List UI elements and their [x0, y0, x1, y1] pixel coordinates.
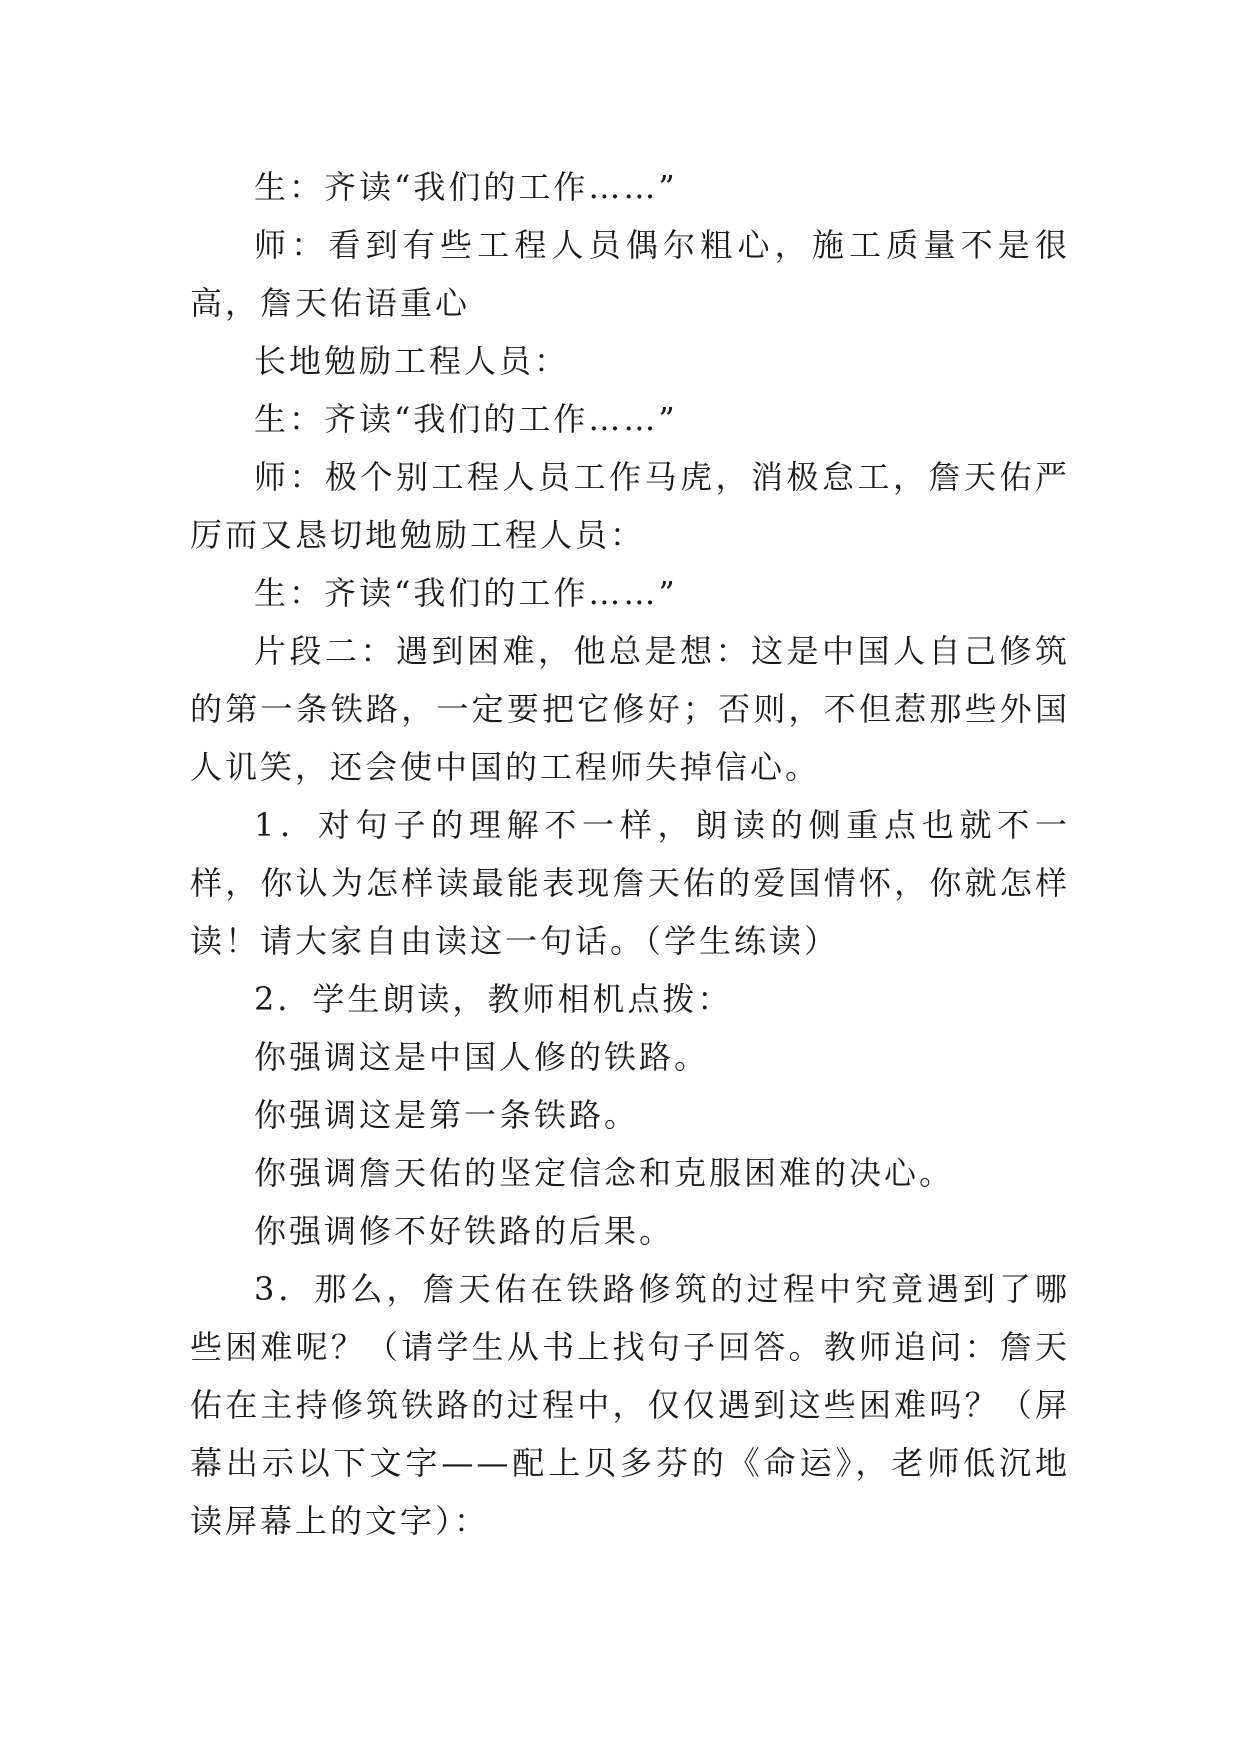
paragraph-step-2: 2．学生朗读，教师相机点拨： [254, 980, 733, 1018]
paragraph-student-reading-1: 生：齐读“我们的工作……” [254, 168, 678, 206]
paragraph-encourage-engineers: 长地勉励工程人员： [254, 342, 570, 380]
paragraph-emphasis-chinese-built: 你强调这是中国人修的铁路。 [254, 1038, 710, 1076]
paragraph-teacher-careless: 师：看到有些工程人员偶尔粗心，施工质量不是很高，詹天佑语重心 [190, 226, 1070, 322]
paragraph-teacher-lazy: 师：极个别工程人员工作马虎，消极怠工，詹天佑严厉而又恳切地勉励工程人员： [190, 458, 1070, 554]
paragraph-excerpt-two: 片段二：遇到困难，他总是想：这是中国人自己修筑的第一条铁路，一定要把它修好；否则，不但惹那些外国人讥笑，还会使中国的工程师失掉信心。 [190, 632, 1070, 786]
paragraph-emphasis-consequences: 你强调修不好铁路的后果。 [254, 1212, 675, 1250]
paragraph-emphasis-first-railway: 你强调这是第一条铁路。 [254, 1096, 640, 1134]
paragraph-student-reading-3: 生：齐读“我们的工作……” [254, 574, 678, 612]
paragraph-emphasis-determination: 你强调詹天佑的坚定信念和克服困难的决心。 [254, 1154, 955, 1192]
paragraph-step-3: 3．那么，詹天佑在铁路修筑的过程中究竟遇到了哪些困难呢？（请学生从书上找句子回答。教师追问：詹天佑在主持修筑铁路的过程中，仅仅遇到这些困难吗？（屏幕出示以下文字——配上贝多芬的《命运》，老师低沉地读屏幕上的文字）： [190, 1270, 1070, 1540]
paragraph-student-reading-2: 生：齐读“我们的工作……” [254, 400, 678, 438]
paragraph-step-1: 1．对句子的理解不一样，朗读的侧重点也就不一样，你认为怎样读最能表现詹天佑的爱国情怀，你就怎样读！请大家自由读这一句话。（学生练读） [190, 806, 1070, 960]
body-text [190, 158, 1070, 1550]
